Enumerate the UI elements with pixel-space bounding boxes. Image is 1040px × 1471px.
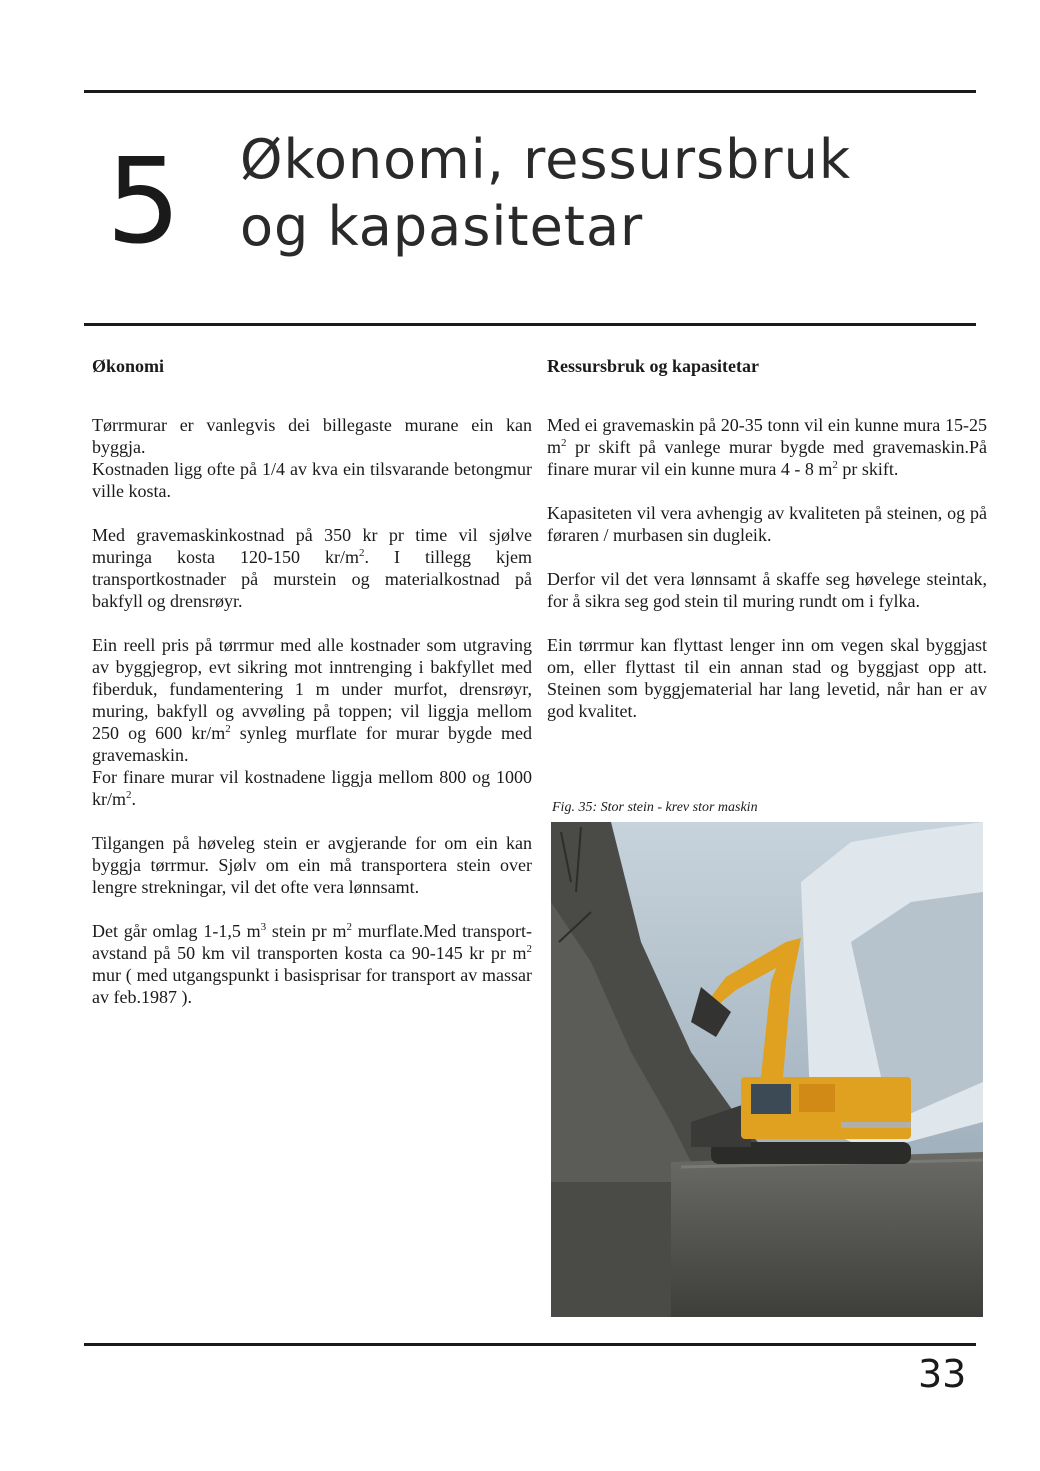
chapter-title xyxy=(240,126,851,260)
paragraph-relocate: Ein tørrmur kan flyttast lenger inn om vegen skal byggjast om, eller flyttast til ein annan stad og byggjast opp att. Steinen som byggjematerial har lang levetid, når han er av god kvalitet. xyxy=(547,634,987,721)
section-heading-ressursbruk: Ressursbruk og kapasitetar xyxy=(547,356,760,376)
paragraph-transport: Det går omlag 1-1,5 $m^3$ stein pr $m^2$ murflate.Med transport-avstand på 50 km vil transporten kosta ca 90-145 kr pr $m^2$ mur ( med utgangspunkt i basisprisar for transport av massar av feb.1987 ). xyxy=(92,920,532,1007)
chapter-number: 5 xyxy=(106,132,182,270)
left-column xyxy=(92,356,532,1030)
paragraph-stone-access: Tilgangen på høveleg stein er avgjerande for om ein kan byggja tørrmur. Sjølv om ein må transportera stein over lengre strekningar, vil det ofte vera lønnsamt. xyxy=(92,832,532,897)
chapter-title-line-1: Økonomi, ressursbruk xyxy=(240,128,852,191)
chapter-title-line-2: og kapasitetar xyxy=(240,195,644,258)
paragraph-capacity-per-shift: Med ei gravemaskin på 20-35 tonn vil ein kunne mura 15-25 $m^2$ pr skift på vanlege murar bygde med gravemaskin.På finare murar vil ein kunne mura 4 - 8 $m^2$ pr skift. xyxy=(547,414,987,479)
paragraph-capacity-depends: Kapasiteten vil vera avhengig av kvaliteten på steinen, og på føraren / murbasen sin dugleik. xyxy=(547,502,987,545)
paragraph-cost-fraction: Kostnaden ligg ofte på 1/4 av kva ein tilsvarande betongmur ville kosta. xyxy=(92,458,532,501)
section-heading-okonomi: Økonomi xyxy=(92,356,165,376)
bottom-rule xyxy=(84,1343,976,1346)
paragraph-cheapest: Tørrmurar er vanlegvis dei billegaste murane ein kan byggja. xyxy=(92,414,532,457)
paragraph-machine-cost: Med gravemaskinkostnad på 350 kr pr time vil sjølve muringa kosta 120-150 $kr/m^2$. I tillegg kjem transportkostnader på murstein og materialkostnad på bakfyll og drensrøyr. xyxy=(92,524,532,611)
paragraph-finer-walls: For finare murar vil kostnadene liggja mellom 800 og 1000 $kr/m^2$. xyxy=(92,766,532,809)
section-rule xyxy=(84,323,976,326)
top-rule xyxy=(84,90,976,93)
right-column xyxy=(547,356,987,744)
excavator-photo xyxy=(551,822,983,1317)
figure-caption: Fig. 35: Stor stein - krev stor maskin xyxy=(552,800,758,815)
excavator-illustration xyxy=(551,822,983,1317)
paragraph-quarries: Derfor vil det vera lønnsamt å skaffe seg høvelege steintak, for å sikra seg god stein til muring rundt om i fylka. xyxy=(547,568,987,611)
paragraph-real-price: Ein reell pris på tørrmur med alle kostnader som utgraving av byggjegrop, evt sikring mot inntrenging i bakfyllet med fiberduk, fundamentering 1 m under murfot, drensrøyr, muring, bakfyll og avvøling på toppen; vil liggja mellom 250 og 600 $kr/m^2$ synleg murflate for murar bygde med gravemaskin. xyxy=(92,634,532,765)
page-number: 33 xyxy=(918,1352,967,1396)
